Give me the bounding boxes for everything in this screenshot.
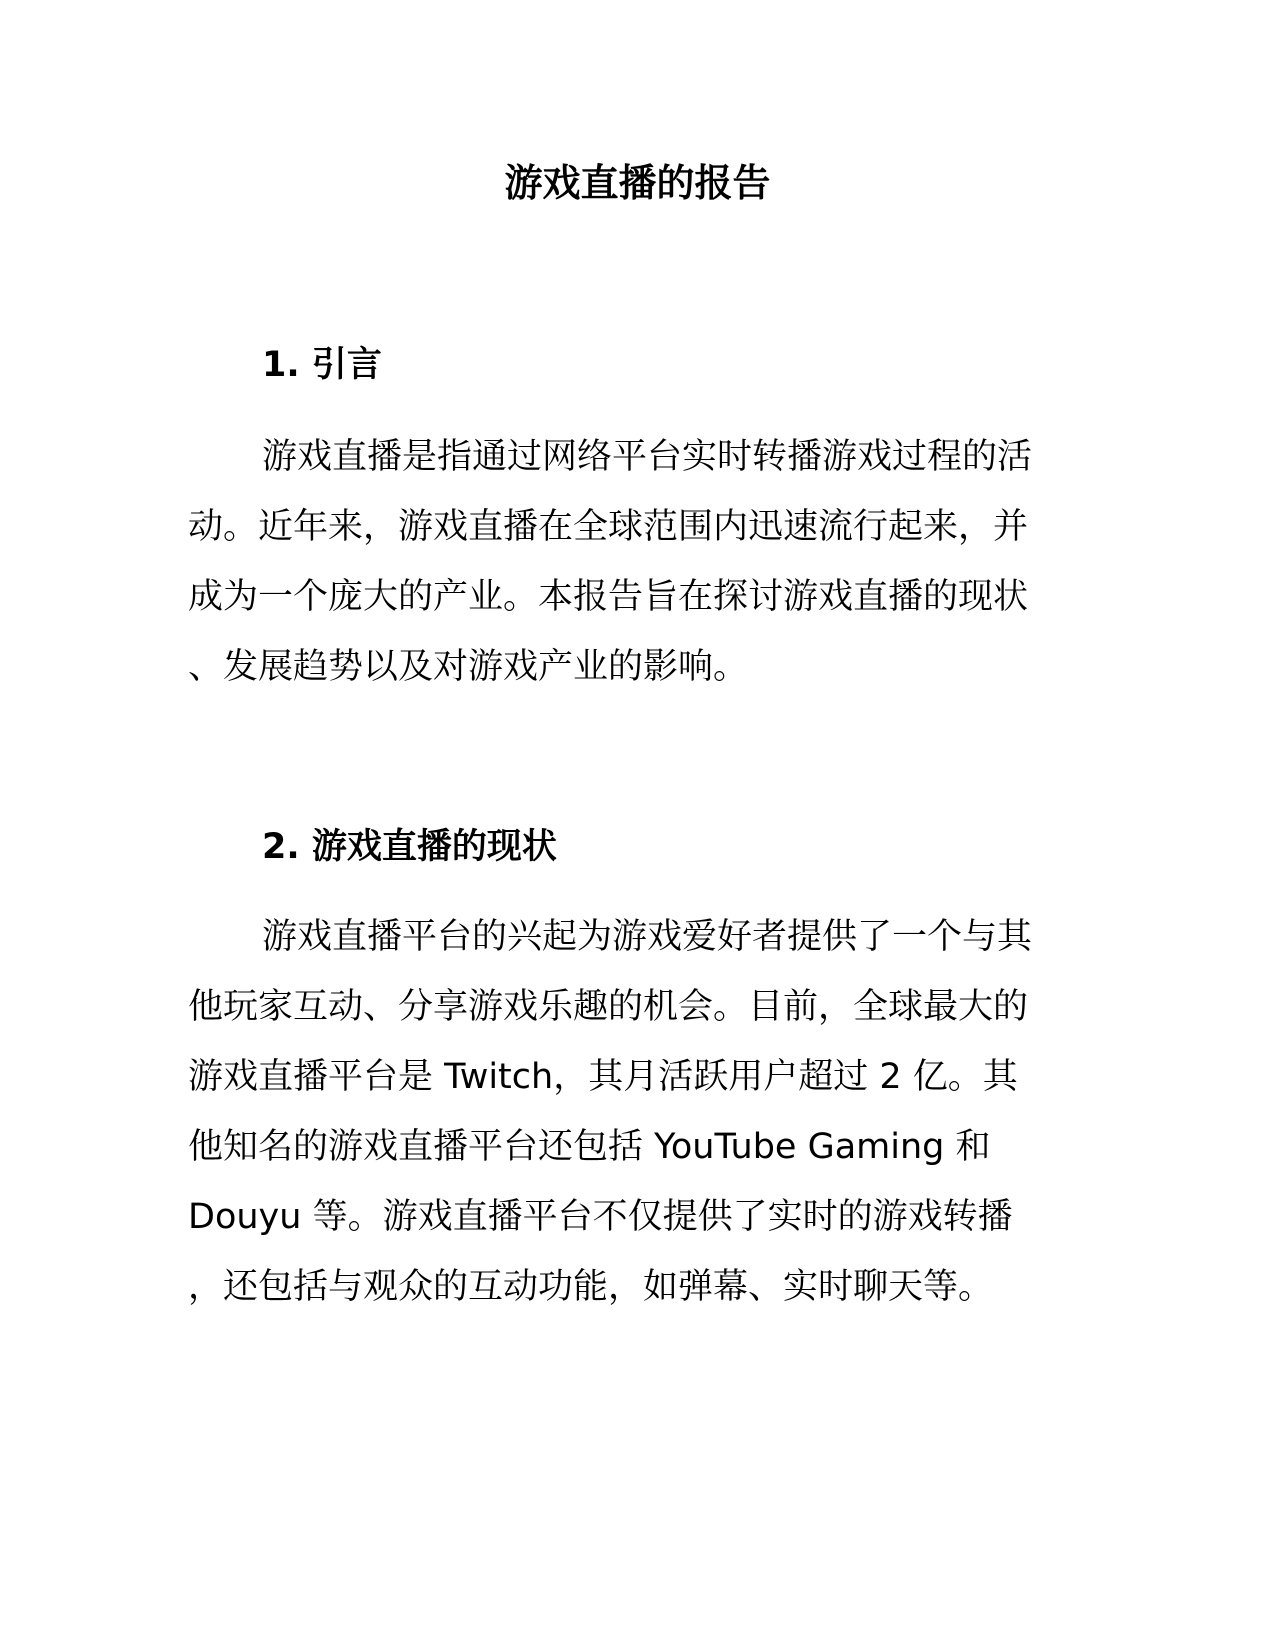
paragraph-line: 他玩家互动、分享游戏乐趣的机会。目前，全球最大的 [188, 987, 1029, 1027]
section-heading: 2. 游戏直播的现状 [262, 827, 557, 867]
paragraph-line: 成为一个庞大的产业。本报告旨在探讨游戏直播的现状 [188, 577, 1029, 617]
paragraph-line: 游戏直播平台的兴起为游戏爱好者提供了一个与其 [262, 917, 1033, 957]
paragraph-line: 动。近年来，游戏直播在全球范围内迅速流行起来，并 [188, 507, 1029, 547]
paragraph-line: ，还包括与观众的互动功能，如弹幕、实时聊天等。 [188, 1267, 994, 1307]
paragraph-line: 他知名的游戏直播平台还包括 YouTube Gaming 和 [188, 1127, 991, 1167]
paragraph-line: 游戏直播是指通过网络平台实时转播游戏过程的活 [262, 437, 1033, 477]
section-heading: 1. 引言 [262, 345, 382, 385]
paragraph-line: 游戏直播平台是 Twitch，其月活跃用户超过 2 亿。其 [188, 1057, 1018, 1097]
document-title: 游戏直播的报告 [504, 161, 771, 205]
paragraph-line: Douyu 等。游戏直播平台不仅提供了实时的游戏转播 [188, 1197, 1013, 1237]
paragraph-line: 、发展趋势以及对游戏产业的影响。 [188, 647, 749, 687]
